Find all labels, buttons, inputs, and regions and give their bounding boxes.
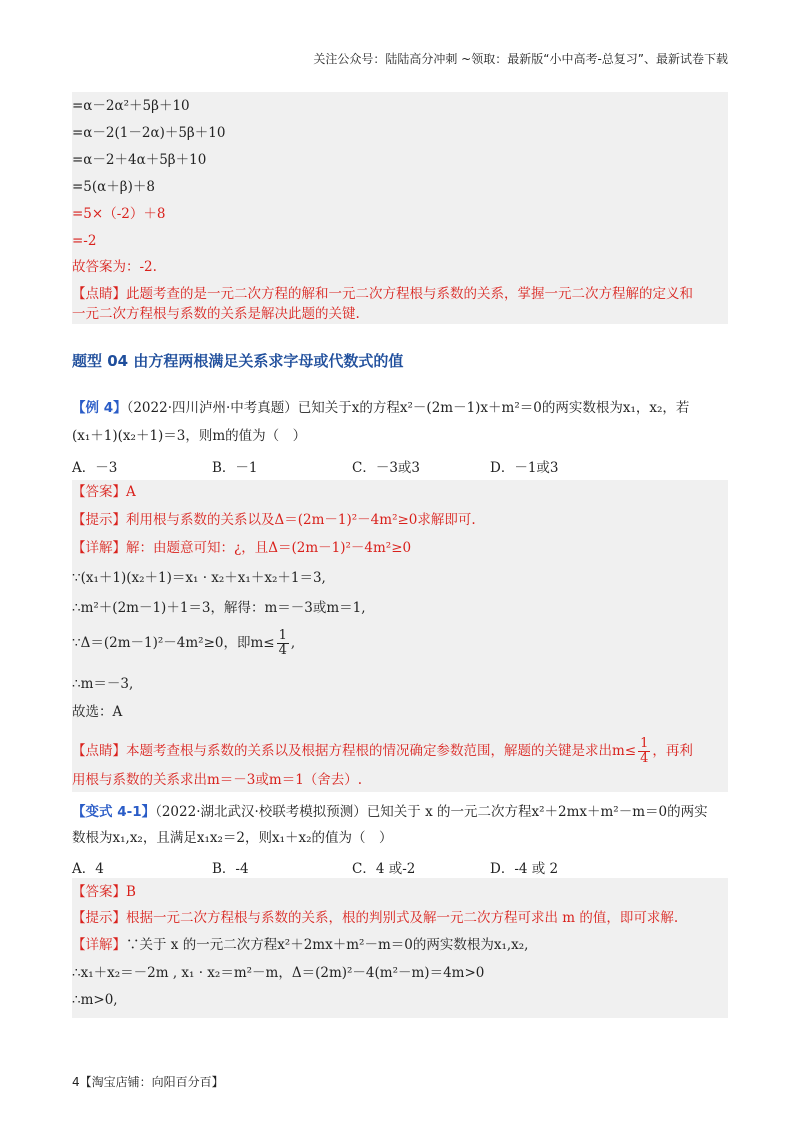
answer-value: A	[126, 484, 136, 500]
ex4-question-line1	[72, 398, 689, 418]
section-title: 题型 04 由方程两根满足关系求字母或代数式的值	[72, 352, 404, 370]
detail-label: 【详解】	[72, 937, 126, 953]
step-line: =α－2＋4α＋5β＋10	[72, 152, 207, 168]
var41-option-d: D．-4 或 2	[490, 861, 559, 877]
ex4-option-c: C．－3或3	[352, 460, 421, 476]
answer-value: B	[126, 884, 136, 900]
fraction-numerator: 1	[278, 628, 287, 643]
dianjing-tail: ，再利	[652, 743, 693, 759]
ex4-step-frac: ∵Δ＝(2m－1)²－4m²≥0，即m≤ $\frac{1}{4}$ ,	[72, 628, 296, 658]
ex4-choice: 故选：A	[72, 704, 123, 720]
dianjing-label: 【点睛】	[72, 286, 126, 302]
ex4-step: ∵(x₁＋1)(x₂＋1)＝x₁ · x₂＋x₁＋x₂＋1＝3,	[72, 570, 326, 586]
page-footer: 4【淘宝店铺：向阳百分百】	[72, 1075, 224, 1089]
var41-label: 【变式 4-1】	[72, 804, 156, 820]
ex4-step-text: ∵Δ＝(2m－1)²－4m²≥0，即m≤	[72, 635, 275, 651]
answer-label: 【答案】	[72, 884, 126, 900]
ex4-answer	[72, 482, 136, 502]
step-line: =α－2(1－2α)＋5β＋10	[72, 125, 226, 141]
fraction	[277, 629, 289, 658]
page-header: 关注公众号：陆陆高分冲刺 ~领取：最新版“小中高考-总复习”、最新试卷下载	[313, 52, 728, 66]
var41-question-line1	[72, 802, 708, 822]
ex4-detail	[72, 538, 411, 558]
dianjing-text: 本题考查根与系数的关系以及根据方程根的情况确定参数范围，解题的关键是求出m≤	[126, 743, 637, 759]
ex4-step: ∴m＝－3,	[72, 676, 134, 692]
hint-text: 根据一元二次方程根与系数的关系，根的判别式及解一元二次方程可求出 m 的值，即可求解.	[126, 910, 679, 926]
dianjing-text: 此题考查的是一元二次方程的解和一元二次方程根与系数的关系，掌握一元二次方程解的定义和	[126, 286, 693, 302]
detail-text: 解：由题意可知：¿，且Δ＝(2m－1)²－4m²≥0	[126, 540, 412, 556]
ex4-dianjing-2: 用根与系数的关系求出m＝－3或m＝1（舍去）.	[72, 772, 363, 788]
var41-text: （2022·湖北武汉·校联考模拟预测）已知关于 x 的一元二次方程x²＋2mx＋m²－m＝0的两实	[155, 804, 708, 820]
hint-label: 【提示】	[72, 910, 126, 926]
detail-text: ∵关于 x 的一元二次方程x²＋2mx＋m²－m＝0的两实数根为x₁,x₂,	[126, 937, 529, 953]
dianjing-line	[72, 284, 693, 304]
var41-step: ∴m>0,	[72, 992, 118, 1008]
ex4-dianjing	[72, 736, 693, 766]
var41-option-a: A．4	[72, 861, 104, 877]
hint-label: 【提示】	[72, 512, 126, 528]
fraction	[638, 737, 650, 766]
ex4-text: （2022·四川泸州·中考真题）已知关于x的方程x²－(2m－1)x＋m²＝0的两实数根为x₁，x₂，若	[126, 400, 690, 416]
answer-line: 故答案为：-2.	[72, 259, 157, 275]
fraction-denominator: 4	[278, 643, 287, 658]
detail-label: 【详解】	[72, 540, 126, 556]
fraction-numerator: 1	[640, 736, 649, 751]
ex4-question-line2: (x₁＋1)(x₂＋1)＝3，则m的值为（ ）	[72, 428, 307, 444]
ex4-step: ∴m²＋(2m－1)＋1＝3，解得：m＝－3或m＝1,	[72, 600, 366, 616]
dianjing-text-2: 一元二次方程根与系数的关系是解决此题的关键.	[72, 306, 360, 322]
step-line: =5×（-2）＋8	[72, 206, 166, 222]
answer-label: 【答案】	[72, 484, 126, 500]
hint-text: 利用根与系数的关系以及Δ＝(2m－1)²－4m²≥0求解即可.	[126, 512, 476, 528]
var41-question-line2: 数根为x₁,x₂，且满足x₁x₂＝2，则x₁＋x₂的值为（ ）	[72, 830, 393, 846]
step-line: =α－2α²＋5β＋10	[72, 98, 190, 114]
ex4-option-a: A．－3	[72, 460, 118, 476]
step-line: =-2	[72, 233, 97, 249]
ex4-option-d: D．－1或3	[490, 460, 559, 476]
var41-detail	[72, 935, 528, 955]
ex4-label: 【例 4】	[72, 400, 127, 416]
ex4-option-b: B．－1	[212, 460, 258, 476]
var41-hint	[72, 908, 678, 928]
var41-step: ∴x₁＋x₂＝－2m , x₁ · x₂＝m²－m，Δ＝(2m)²－4(m²－m)＝4m>0	[72, 965, 485, 981]
dianjing-label: 【点睛】	[72, 743, 126, 759]
step-line: =5(α＋β)＋8	[72, 179, 155, 195]
fraction-denominator: 4	[640, 751, 649, 766]
var41-answer	[72, 882, 136, 902]
ex4-hint	[72, 510, 476, 530]
var41-option-c: C．4 或-2	[352, 861, 416, 877]
var41-option-b: B．-4	[212, 861, 249, 877]
